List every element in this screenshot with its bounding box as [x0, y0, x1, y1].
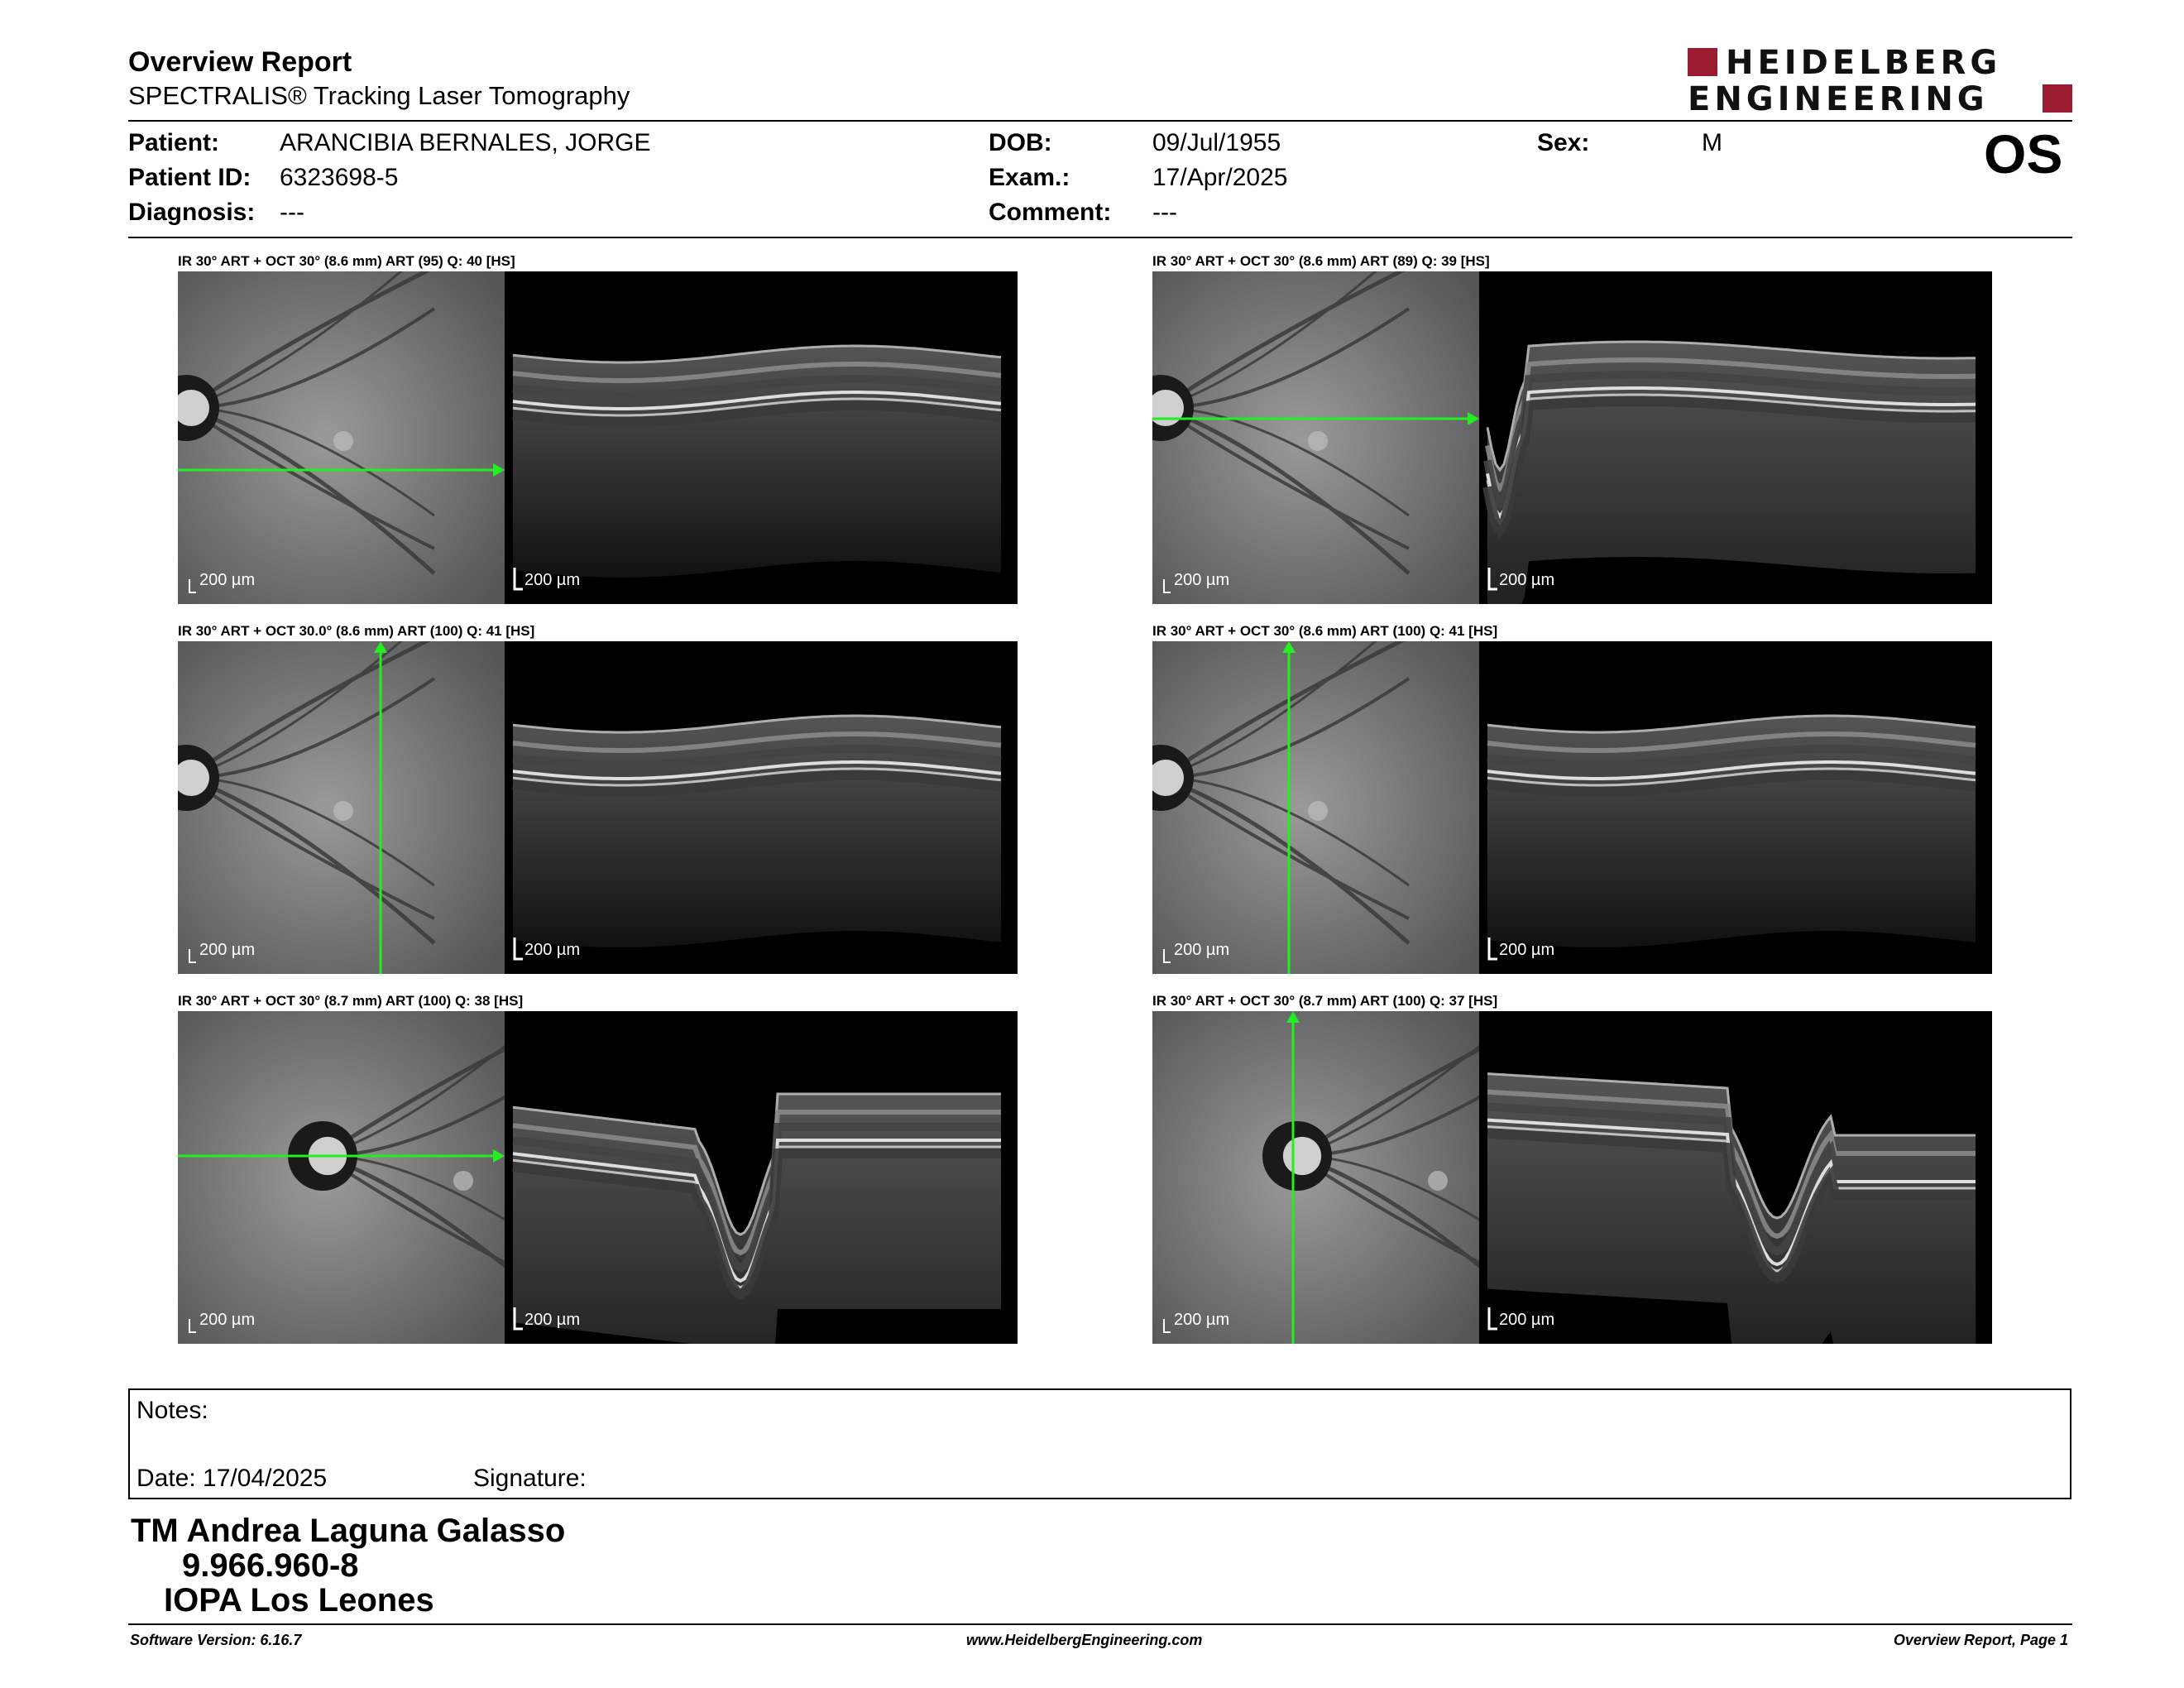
- software-version: Software Version: 6.16.7: [130, 1632, 302, 1648]
- diagnosis-value: ---: [280, 199, 304, 226]
- oct-scale-label: 200 µm: [1499, 941, 1555, 959]
- diagnosis-label: Diagnosis:: [128, 199, 256, 226]
- fundus-scale-label: 200 µm: [199, 571, 256, 589]
- fundus-image: [178, 1011, 505, 1344]
- oct-bscan-image: [1479, 271, 1992, 604]
- heidelberg-logo: [1688, 45, 2072, 117]
- page-number: Overview Report, Page 1: [1893, 1632, 2068, 1648]
- oct-scale-label: 200 µm: [524, 941, 581, 959]
- footer-rule: [128, 1623, 2072, 1625]
- eye-indicator: OS: [1984, 123, 2063, 185]
- logo-line1: HEIDELBERG: [1726, 44, 2002, 82]
- panel-caption: IR 30° ART + OCT 30° (8.7 mm) ART (100) Q: 37 [HS]: [1152, 993, 1498, 1009]
- oct-bscan-image: [1479, 1011, 1992, 1344]
- header-rule: [128, 120, 2072, 122]
- fundus-image: [1152, 271, 1479, 604]
- logo-square-icon: [1688, 48, 1717, 76]
- oct-bscan-image: [505, 1011, 1018, 1344]
- logo-square-icon: [2043, 84, 2072, 113]
- panel-caption: IR 30° ART + OCT 30° (8.6 mm) ART (100) Q: 41 [HS]: [1152, 623, 1498, 639]
- fundus-image: [178, 271, 505, 604]
- oct-scale-label: 200 µm: [1499, 571, 1555, 589]
- report-subtitle: SPECTRALIS® Tracking Laser Tomography: [128, 81, 630, 110]
- panel-caption: IR 30° ART + OCT 30° (8.6 mm) ART (95) Q: 40 [HS]: [178, 253, 515, 269]
- fundus-scale-label: 200 µm: [1174, 941, 1230, 959]
- website-link[interactable]: www.HeidelbergEngineering.com: [966, 1632, 1203, 1648]
- report-title: Overview Report: [128, 46, 352, 78]
- oct-bscan-image: [505, 641, 1018, 974]
- notes-date: Date: 17/04/2025: [136, 1465, 328, 1492]
- fundus-image: [1152, 1011, 1479, 1344]
- signature-label: Signature:: [473, 1465, 587, 1492]
- fundus-scale-label: 200 µm: [199, 941, 256, 959]
- oct-scale-label: 200 µm: [524, 571, 581, 589]
- sex-label: Sex:: [1537, 129, 1590, 156]
- dob-label: DOB:: [989, 129, 1052, 156]
- patient-label: Patient:: [128, 129, 220, 156]
- dob-value: 09/Jul/1955: [1152, 129, 1281, 156]
- patient-id-label: Patient ID:: [128, 164, 251, 191]
- fundus-scale-label: 200 µm: [1174, 1311, 1230, 1329]
- oct-scale-label: 200 µm: [1499, 1311, 1555, 1329]
- fundus-scale-label: 200 µm: [1174, 571, 1230, 589]
- notes-box: [128, 1388, 2071, 1499]
- patient-id-value: 6323698-5: [280, 164, 399, 191]
- exam-label: Exam.:: [989, 164, 1070, 191]
- sex-value: M: [1702, 129, 1722, 156]
- oct-bscan-image: [1479, 641, 1992, 974]
- signer-institution: IOPA Los Leones: [164, 1582, 434, 1618]
- exam-value: 17/Apr/2025: [1152, 164, 1288, 191]
- panel-caption: IR 30° ART + OCT 30° (8.6 mm) ART (89) Q: 39 [HS]: [1152, 253, 1490, 269]
- patient-value: ARANCIBIA BERNALES, JORGE: [280, 129, 651, 156]
- logo-line2: ENGINEERING: [1688, 80, 1989, 118]
- comment-label: Comment:: [989, 199, 1112, 226]
- signer-rut: 9.966.960-8: [182, 1547, 359, 1584]
- fundus-image: [1152, 641, 1479, 974]
- oct-scale-label: 200 µm: [524, 1311, 581, 1329]
- panel-caption: IR 30° ART + OCT 30° (8.7 mm) ART (100) Q: 38 [HS]: [178, 993, 524, 1009]
- notes-label: Notes:: [136, 1397, 208, 1424]
- patient-rule: [128, 237, 2072, 238]
- panel-caption: IR 30° ART + OCT 30.0° (8.6 mm) ART (100) Q: 41 [HS]: [178, 623, 535, 639]
- signer-name: TM Andrea Laguna Galasso: [131, 1513, 566, 1549]
- oct-bscan-image: [505, 271, 1018, 604]
- fundus-image: [178, 641, 505, 974]
- fundus-scale-label: 200 µm: [199, 1311, 256, 1329]
- comment-value: ---: [1152, 199, 1177, 226]
